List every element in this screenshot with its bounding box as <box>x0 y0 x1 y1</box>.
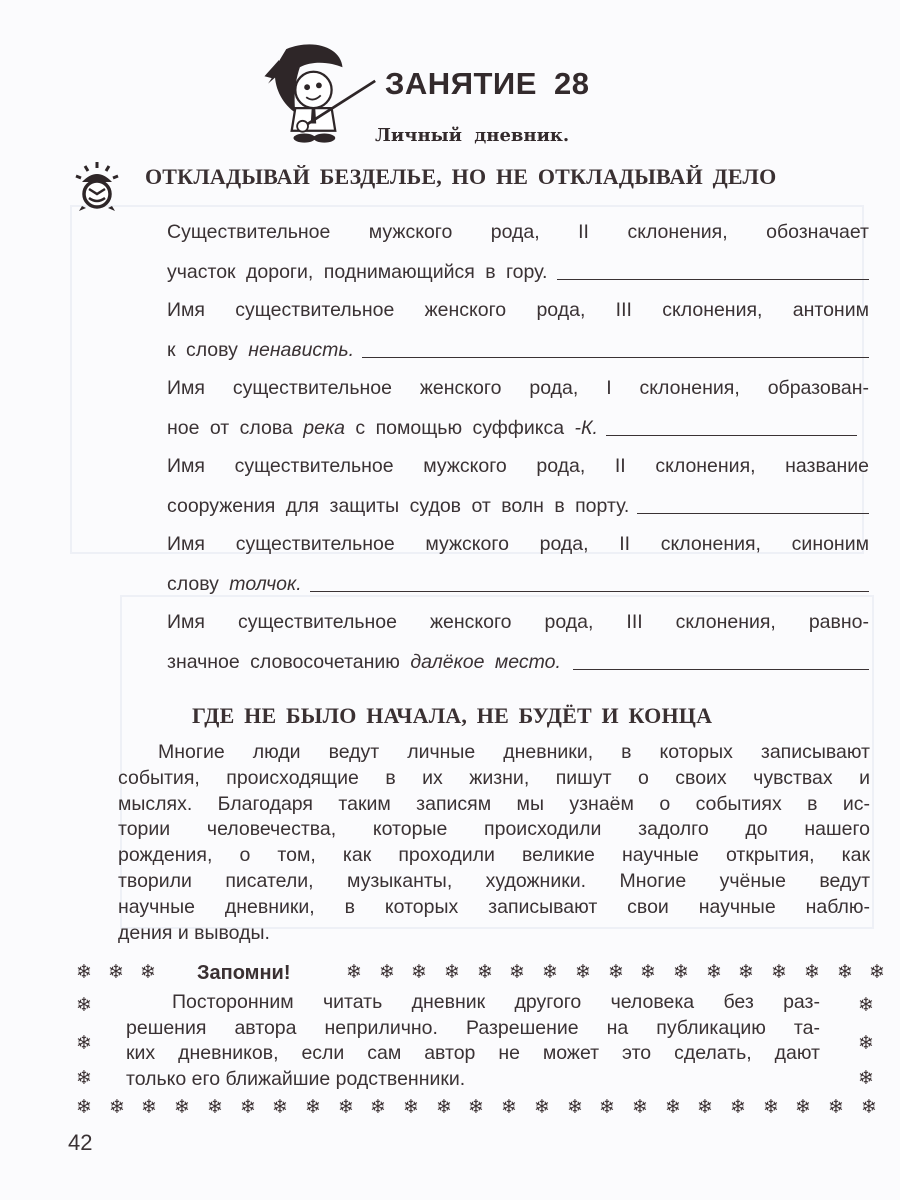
snowflake-icon: ❄ <box>795 1096 811 1118</box>
snowflake-icon: ❄ <box>305 1096 321 1118</box>
paragraph-line: тории человечества, которые происходили задолго до нашего <box>118 818 870 841</box>
task-text: значное словосочетанию <box>167 651 411 673</box>
snowflake-icon: ❄ <box>141 1096 157 1118</box>
task-6 <box>167 602 869 682</box>
snowflake-icon: ❄ <box>730 1096 746 1118</box>
answer-field[interactable] <box>573 668 869 670</box>
snowflake-icon: ❄ <box>858 1032 874 1054</box>
snowflake-icon: ❄ <box>436 1096 452 1118</box>
paragraph-line: события, происходящие в их жизни, пишут о своих чувствах и <box>118 766 870 789</box>
remember-label: Запомни! <box>197 962 291 984</box>
snowflake-icon: ❄ <box>509 961 525 983</box>
snowflake-icon: ❄ <box>771 961 787 983</box>
task-keyword: ненависть. <box>248 339 355 361</box>
snowflake-icon: ❄ <box>501 1096 517 1118</box>
alarm-clock-icon <box>72 160 122 212</box>
snowflake-icon: ❄ <box>763 1096 779 1118</box>
paragraph-line: творили писатели, музыканты, художники. Многие учёные ведут <box>118 869 870 892</box>
task-keyword: далёкое место. <box>410 651 561 673</box>
task-keyword: толчок. <box>229 573 302 595</box>
snowflake-icon: ❄ <box>370 1096 386 1118</box>
note-line: Посторонним читать дневник другого человека без раз- <box>172 991 820 1013</box>
answer-field[interactable] <box>557 278 869 280</box>
proverb-heading-1: ОТКЛАДЫВАЙ БЕЗДЕЛЬЕ, НО НЕ ОТКЛАДЫВАЙ ДЕЛО <box>145 164 777 189</box>
answer-field[interactable] <box>362 356 869 358</box>
snowflake-icon: ❄ <box>272 1096 288 1118</box>
snowflake-icon: ❄ <box>403 1096 419 1118</box>
task-text: Имя существительное мужского рода, II склонения, название <box>167 455 869 477</box>
snowflake-icon: ❄ <box>174 1096 190 1118</box>
snowflake-icon: ❄ <box>861 1096 877 1118</box>
task-text: сооружения для защиты судов от волн в порту. <box>167 495 630 517</box>
snowflake-icon: ❄ <box>697 1096 713 1118</box>
task-text: Существительное мужского рода, II склонения, обозначает <box>167 221 869 243</box>
note-line: решения автора неприлично. Разрешение на публикацию та- <box>126 1016 820 1039</box>
paragraph-line: Многие люди ведут личные дневники, в которых записывают <box>158 741 870 763</box>
snowflake-icon: ❄ <box>599 1096 615 1118</box>
task-text: к слову <box>167 339 249 361</box>
answer-field[interactable] <box>310 590 869 592</box>
lesson-title: ЗАНЯТИЕ 28 <box>385 66 590 101</box>
diary-paragraph <box>118 740 870 946</box>
snowflake-icon: ❄ <box>240 1096 256 1118</box>
snowflake-icon: ❄ <box>338 1096 354 1118</box>
task-suffix: -К. <box>574 417 598 439</box>
snowflake-icon: ❄ <box>444 961 460 983</box>
snowflake-icon: ❄ <box>575 961 591 983</box>
snowflake-icon: ❄ <box>207 1096 223 1118</box>
snowflake-icon: ❄ <box>858 1067 874 1089</box>
snowflake-icon: ❄ <box>608 961 624 983</box>
paragraph-line: научные дневники, в которых записывают свои научные наблю- <box>118 895 870 918</box>
snowflake-icon: ❄ <box>76 1032 92 1054</box>
snowflake-icon: ❄ <box>346 961 362 983</box>
snowflake-icon: ❄ <box>640 961 656 983</box>
task-text: Имя существительное женского рода, I склонения, образован- <box>167 377 869 399</box>
snowflake-icon: ❄ <box>738 961 754 983</box>
task-text: ное от слова <box>167 417 304 439</box>
snowflake-icon: ❄ <box>108 961 124 983</box>
task-text: с помощью суффикса <box>345 417 575 439</box>
snowflake-icon: ❄ <box>76 1067 92 1089</box>
snowflake-icon: ❄ <box>837 961 853 983</box>
snowflake-icon: ❄ <box>534 1096 550 1118</box>
paragraph-line: дения и выводы. <box>118 921 270 944</box>
snowflake-icon: ❄ <box>140 961 156 983</box>
task-text: Имя существительное женского рода, III склонения, равно- <box>167 611 869 633</box>
note-line: только его ближайшие родственники. <box>126 1067 466 1090</box>
remember-note <box>126 990 820 1092</box>
paragraph-line: мыслях. Благодаря таким записям мы узнаём о событиях в ис- <box>118 792 870 815</box>
snowflake-icon: ❄ <box>76 994 92 1016</box>
snowflake-icon: ❄ <box>706 961 722 983</box>
note-line: ких дневников, если сам автор не может это сделать, дают <box>126 1042 820 1064</box>
task-1 <box>167 212 869 292</box>
snowflake-icon: ❄ <box>76 1096 92 1118</box>
page-number: 42 <box>68 1130 93 1155</box>
task-3 <box>167 368 869 448</box>
snowflake-icon: ❄ <box>542 961 558 983</box>
task-text: Имя существительное женского рода, III склонения, антоним <box>167 299 869 321</box>
task-5 <box>167 524 869 604</box>
snowflake-icon: ❄ <box>804 961 820 983</box>
snowflake-icon: ❄ <box>632 1096 648 1118</box>
snowflake-icon: ❄ <box>869 961 885 983</box>
wizard-with-pointer-icon <box>258 40 378 158</box>
snowflake-icon: ❄ <box>673 961 689 983</box>
lesson-subtitle: Личный дневник. <box>375 125 570 146</box>
task-2 <box>167 290 869 370</box>
task-4 <box>167 446 869 526</box>
snowflake-icon: ❄ <box>109 1096 125 1118</box>
snowflake-icon: ❄ <box>858 994 874 1016</box>
snowflake-icon: ❄ <box>477 961 493 983</box>
task-text: участок дороги, поднимающийся в гору. <box>167 261 548 283</box>
snowflake-icon: ❄ <box>665 1096 681 1118</box>
snowflake-icon: ❄ <box>411 961 427 983</box>
proverb-heading-2: ГДЕ НЕ БЫЛО НАЧАЛА, НЕ БУДЁТ И КОНЦА <box>192 703 713 728</box>
paragraph-line: рождения, о том, как проходили великие научные открытия, как <box>118 844 870 867</box>
task-text: Имя существительное мужского рода, II склонения, синоним <box>167 533 869 555</box>
task-text: слову <box>167 573 230 595</box>
answer-field[interactable] <box>637 512 869 514</box>
task-keyword: река <box>303 417 345 439</box>
snowflake-icon: ❄ <box>76 961 92 983</box>
answer-field[interactable] <box>606 434 857 436</box>
snowflake-icon: ❄ <box>828 1096 844 1118</box>
snowflake-icon: ❄ <box>379 961 395 983</box>
snowflake-icon: ❄ <box>567 1096 583 1118</box>
snowflake-icon: ❄ <box>468 1096 484 1118</box>
